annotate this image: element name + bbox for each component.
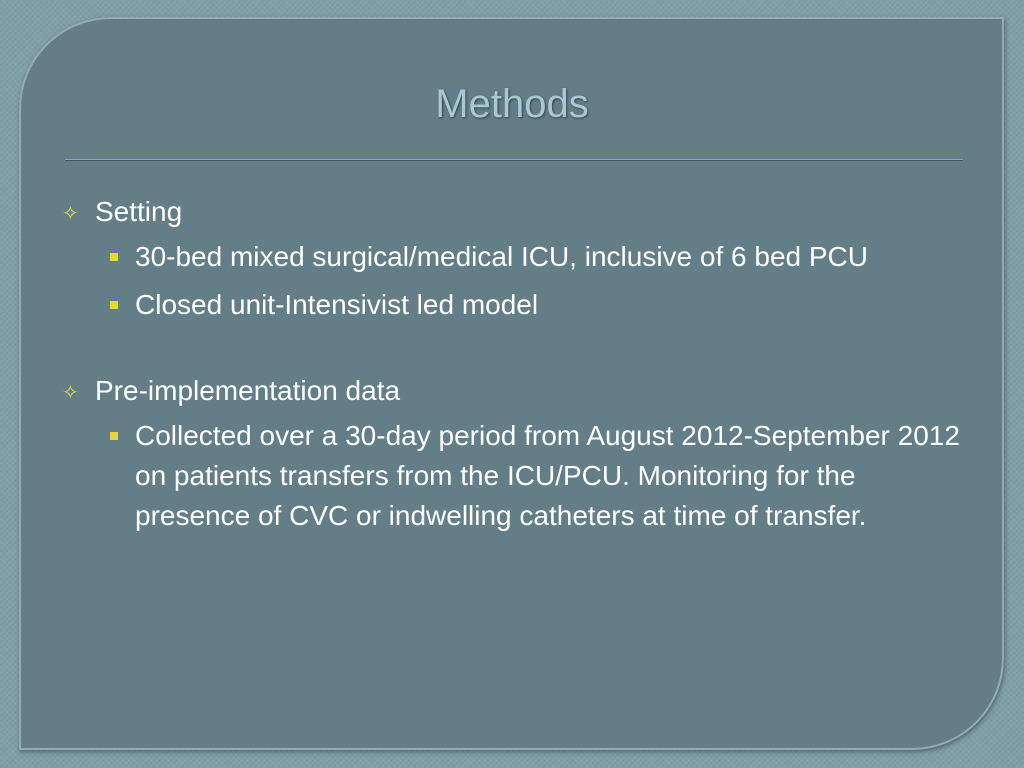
square-bullet-icon (110, 301, 118, 309)
bullet-setting-label: Setting (95, 196, 183, 227)
pre-implementation-sub-list (62, 416, 962, 536)
bullet-pre-implementation (62, 371, 962, 411)
square-bullet-icon (110, 432, 118, 440)
sub-bullet-data-collection (62, 416, 962, 536)
sub-bullet-icu-description (62, 237, 962, 277)
sub-bullet-text: 30-bed mixed surgical/medical ICU, inclusive of 6 bed PCU (135, 241, 868, 272)
four-point-star-icon: ✧ (62, 203, 79, 225)
title-divider (65, 159, 963, 161)
square-bullet-icon (110, 253, 118, 261)
bullet-pre-implementation-label: Pre-implementation data (95, 375, 401, 406)
sub-bullet-text: Closed unit-Intensivist led model (135, 289, 539, 320)
setting-sub-list (62, 237, 962, 325)
page-title: Methods (435, 82, 589, 126)
slide-content (62, 192, 962, 544)
four-point-star-icon: ✧ (62, 382, 79, 404)
bullet-setting (62, 192, 962, 232)
sub-bullet-model (62, 285, 962, 325)
sub-bullet-text: Collected over a 30-day period from August 2012-September 2012 on patients transfers from the ICU/PCU. Monitoring for the presence of CVC or indwelling catheters at time of transfer. (135, 420, 960, 531)
